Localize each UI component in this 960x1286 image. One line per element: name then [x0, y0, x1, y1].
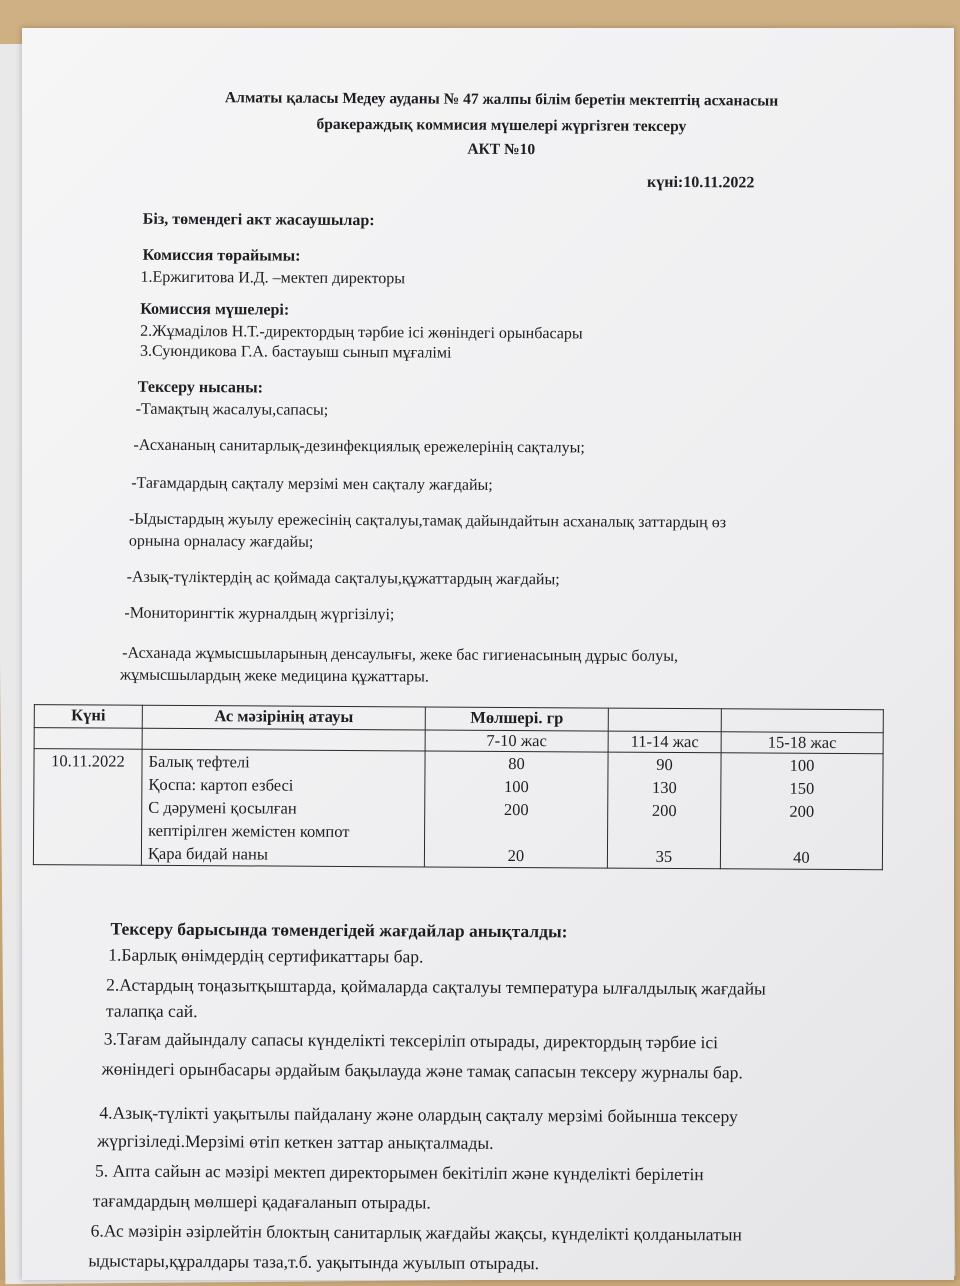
amount-value: 100: [503, 776, 529, 797]
findings-heading: Тексеру барысында төмендегідей жағдайлар анықталды:: [110, 918, 568, 942]
amount-value: 150: [789, 778, 815, 798]
document-content: [14, 28, 954, 1286]
intro-text: Біз, төмендегі акт жасаушылар:: [142, 210, 375, 230]
finding-line: 4.Азық-түлікті уақытылы пайдалану және олардың сақталу мерзімі бойынша тексеру: [99, 1102, 738, 1127]
amount-value: 80: [508, 753, 525, 774]
menu-table: [33, 704, 884, 870]
object-item: -Асханада жұмысшыларының денсаулығы, жеке бас гигиенасының дұрыс болуы,: [122, 644, 679, 666]
amount-value: 40: [793, 847, 810, 867]
amount-7-10: [424, 751, 608, 868]
finding-line: жөніндегі орынбасары әрдайым бақылауда және тамақ сапасын тексеру журналы бар.: [101, 1058, 743, 1083]
amount-value: 90: [656, 754, 673, 774]
amount-value: [727, 822, 876, 846]
empty-cell: [142, 728, 425, 751]
finding-line: жүргізіледі.Мерзімі өтіп кеткен заттар анықталмады.: [97, 1130, 494, 1153]
object-item: -Асхананың санитарлық-дезинфекциялық ережелерінің сақталуы;: [133, 436, 585, 457]
dish-list: [141, 749, 425, 867]
row-date-text: 10.11.2022: [51, 751, 125, 771]
amount-value: 100: [789, 755, 815, 775]
finding-line: талапқа сай.: [105, 1000, 198, 1022]
amount-value: 35: [655, 846, 673, 866]
col-name-header: Ас мәзірінің атауы: [142, 705, 425, 730]
object-item: орнына орналасу жағдайы;: [128, 532, 314, 551]
finding-line: 5. Апта сайын ас мәзірі мектеп директорымен бекітіліп және күнделікті берілетін: [94, 1160, 704, 1185]
header-line-1: Алматы қаласы Медеу ауданы № 47 жалпы білім беретін мектептің асханасын: [224, 89, 779, 110]
age-15-18: 15-18 жас: [721, 732, 883, 754]
act-number: АКТ №10: [467, 140, 536, 159]
age-11-14: 11-14 жас: [608, 731, 721, 753]
empty-cell: [34, 728, 142, 750]
finding-line: 3.Тағам дайындалу сапасы күнделікті тексеріліп отырады, директордың тәрбие ісі: [103, 1028, 719, 1053]
object-item: -Тағамдардың сақталу мерзімі мен сақталу жағдайы;: [131, 474, 493, 494]
dish-name: кептірілген жемістен компот: [148, 820, 350, 842]
dish-name: Қоспа: картоп езбесі: [148, 774, 294, 795]
amount-value: [614, 822, 714, 846]
dish-name: Қара бидай наны: [147, 843, 269, 864]
act-date: күні:10.11.2022: [647, 173, 755, 192]
member-item: 3.Суюндикова Г.А. бастауыш сынып мұғалімі: [139, 342, 452, 362]
object-item: -Ыдыстардың жуылу ережесінің сақталуы,тамақ дайындайтын асханалық заттардың өз: [128, 510, 727, 532]
finding-line: 2.Астардың тоңазытқыштарда, қоймаларда сақталуы температура ылғалдылық жағдайы: [106, 974, 766, 999]
table-row: [33, 749, 883, 870]
finding-line: 1.Барлық өнімдердің сертификаттары бар.: [108, 944, 424, 967]
document-sheet: [22, 28, 954, 1280]
finding-line: ыдыстары,құралдары таза,т.б. уақытында жуылып отырады.: [88, 1250, 540, 1274]
member-item: 2.Жұмаділов Н.Т.-директордың тәрбие ісі жөніндегі орынбасары: [140, 322, 583, 343]
dish-name: С дәрумені қосылған: [148, 797, 297, 818]
objects-heading: Тексеру нысаны:: [137, 378, 263, 397]
finding-line: тағамдардың мөлшері қадағаланып отырады.: [92, 1190, 431, 1213]
amount-value: 20: [507, 845, 525, 866]
col-day-header: Күні: [34, 705, 142, 729]
header-line-2: бракераждық коммисия мүшелері жүргізген тексеру: [316, 115, 687, 136]
amount-value: 200: [503, 799, 529, 820]
finding-line: 6.Ас мәзірін әзірлейтін блоктың санитарлық жағдайы жақсы, күнделікті қолданылатын: [90, 1220, 742, 1245]
members-heading: Комиссия мүшелері:: [140, 300, 290, 319]
amount-value: 200: [651, 800, 677, 821]
object-item: -Азық-түліктердің ас қоймада сақталуы,құжаттардың жағдайы;: [126, 568, 560, 589]
row-date: [33, 749, 142, 866]
amount-15-18: [720, 753, 883, 870]
empty-header-cell: [721, 709, 883, 733]
amount-value: 130: [651, 777, 677, 798]
chair-member: 1.Ержигитова И.Д. –мектеп директоры: [140, 268, 406, 288]
amount-value: 200: [789, 801, 815, 821]
object-item: жұмысшылардың жеке медицина құжаттары.: [119, 666, 430, 686]
dish-name: Балық тефтелі: [148, 751, 250, 772]
object-item: -Мониторингтік журналдың жүргізілуі;: [124, 604, 395, 624]
amount-11-14: [607, 752, 721, 869]
age-7-10: 7-10 жас: [425, 730, 608, 752]
amount-value: [431, 821, 601, 845]
empty-header-cell: [608, 708, 721, 732]
object-item: -Тамақтың жасалуы,сапасы;: [135, 400, 329, 419]
col-amount-header: Мөлшері. гр: [425, 707, 608, 731]
chair-heading: Комиссия төрайымы:: [142, 246, 301, 265]
